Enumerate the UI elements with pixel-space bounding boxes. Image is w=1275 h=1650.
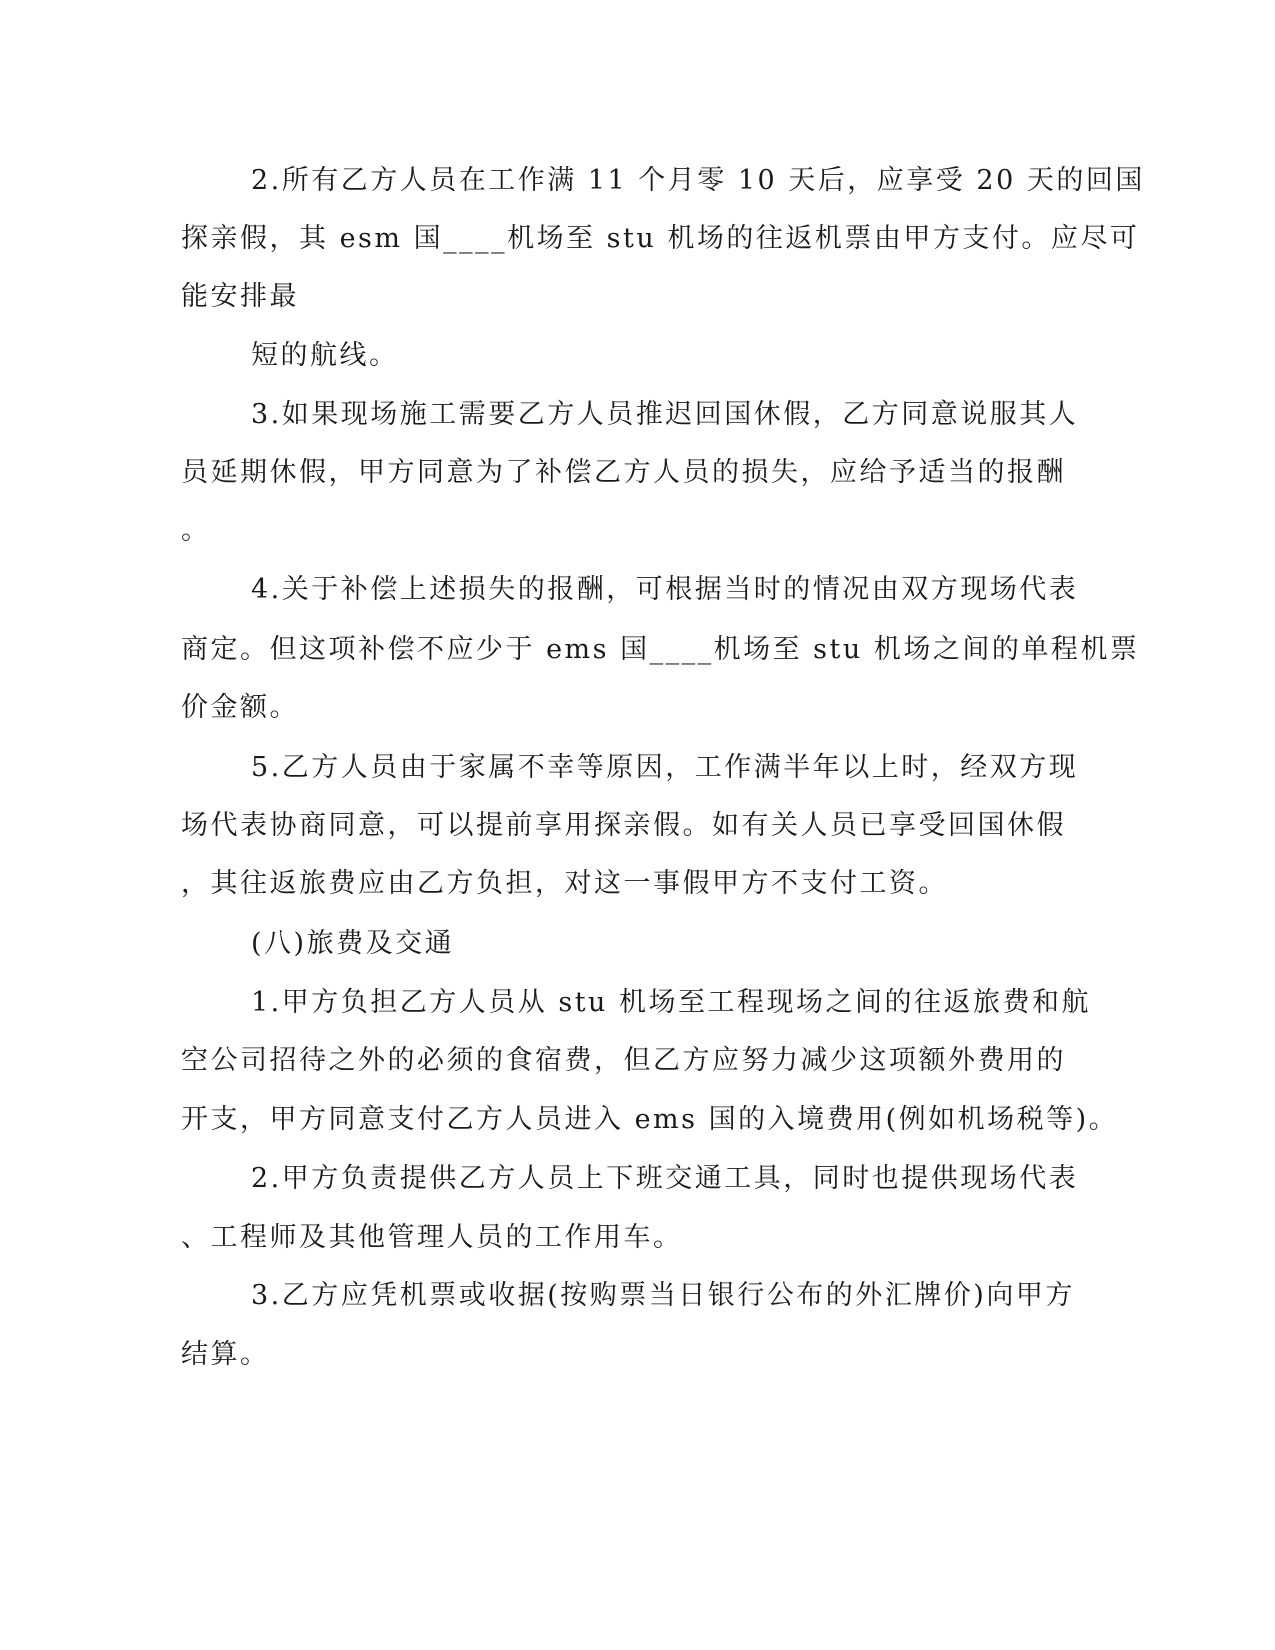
text-line: 。 [181, 515, 211, 546]
text-line: 员延期休假，甲方同意为了补偿乙方人员的损失，应给予适当的报酬 [181, 457, 1066, 488]
text-line: 商定。但这项补偿不应少于 ems 国____机场至 stu 机场之间的单程机票 [181, 634, 1140, 665]
text-line: 5.乙方人员由于家属不幸等原因，工作满半年以上时，经双方现 [251, 752, 1079, 783]
text-line: 空公司招待之外的必须的食宿费，但乙方应努力减少这项额外费用的 [181, 1045, 1066, 1076]
text-line: 4.关于补偿上述损失的报酬，可根据当时的情况由双方现场代表 [251, 574, 1079, 605]
text-line: 2.甲方负责提供乙方人员上下班交通工具，同时也提供现场代表 [251, 1163, 1079, 1194]
text-line: 结算。 [181, 1339, 270, 1370]
text-line: ，其往返旅费应由乙方负担，对这一事假甲方不支付工资。 [181, 868, 948, 899]
text-line: 场代表协商同意，可以提前享用探亲假。如有关人员已享受回国休假 [181, 810, 1066, 841]
text-line: 1.甲方负担乙方人员从 stu 机场至工程现场之间的往返旅费和航 [251, 987, 1092, 1018]
text-line: 能安排最 [181, 281, 299, 312]
text-line: 、工程师及其他管理人员的工作用车。 [181, 1222, 683, 1253]
section-heading: (八)旅费及交通 [251, 928, 455, 959]
text-line: 价金额。 [181, 692, 299, 723]
text-line: 短的航线。 [251, 340, 399, 371]
text-line: 2.所有乙方人员在工作满 11 个月零 10 天后，应享受 20 天的回国 [251, 165, 1145, 196]
text-line: 3.如果现场施工需要乙方人员推迟回国休假，乙方同意说服其人 [251, 399, 1079, 430]
text-line: 开支，甲方同意支付乙方人员进入 ems 国的入境费用(例如机场税等)。 [181, 1104, 1119, 1135]
text-line: 3.乙方应凭机票或收据(按购票当日银行公布的外汇牌价)向甲方 [251, 1280, 1075, 1311]
text-line: 探亲假，其 esm 国____机场至 stu 机场的往返机票由甲方支付。应尽可 [181, 223, 1140, 254]
